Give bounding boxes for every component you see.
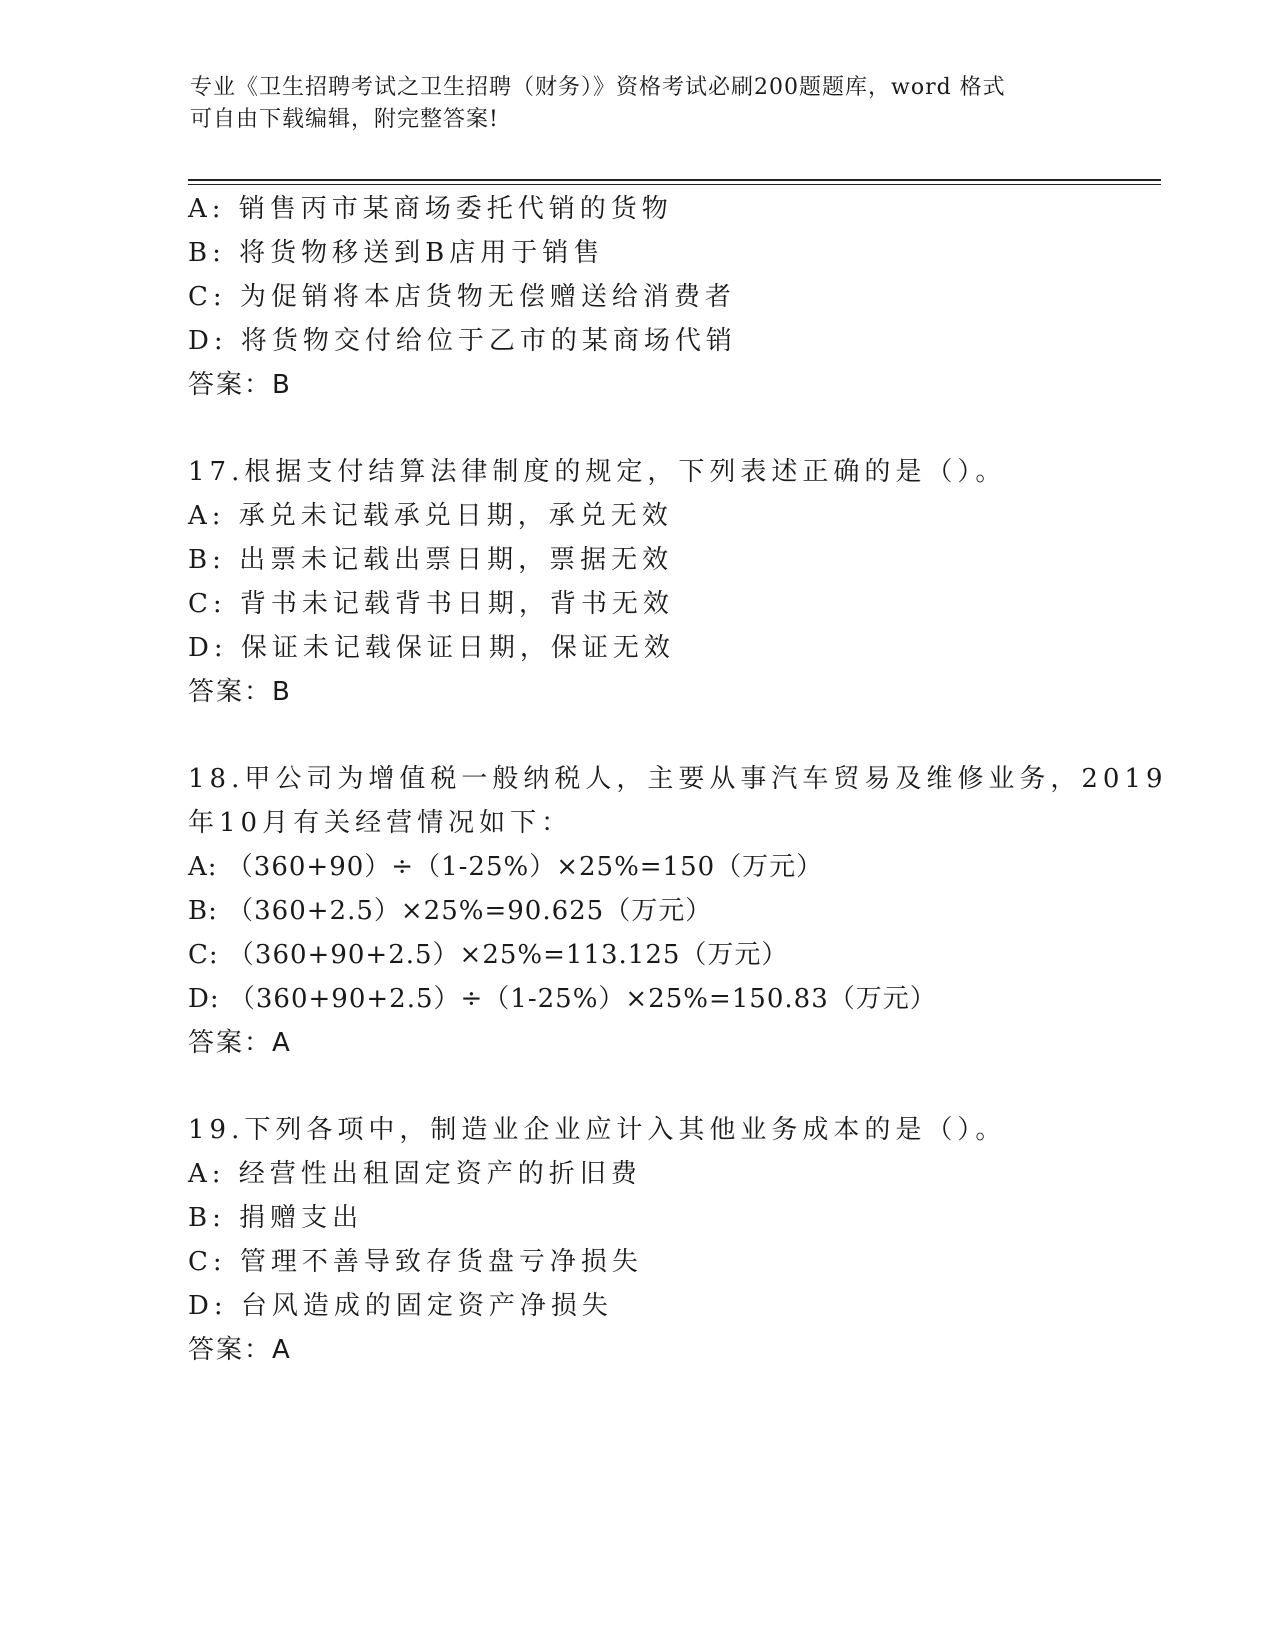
- q18-option-d: D: （360+90+2.5）÷（1-25%）×25%=150.83（万元）: [188, 984, 937, 1014]
- header-line-1: 专业《卫生招聘考试之卫生招聘（财务）》资格考试必刷200题题库，word 格式: [190, 75, 1006, 100]
- q18-option-a: A: （360+90）÷（1-25%）×25%=150（万元）: [188, 852, 824, 882]
- q16-option-d: D: 将货物交付给位于乙市的某商场代销: [188, 326, 737, 356]
- q17-question: 17.根据支付结算法律制度的规定，下列表述正确的是（）。: [188, 457, 1007, 487]
- q18-question-line-2: 年10月有关经营情况如下：: [188, 808, 573, 838]
- q18-option-c: C: （360+90+2.5）×25%=113.125（万元）: [188, 940, 789, 970]
- q19-option-b: B: 捐赠支出: [188, 1203, 364, 1233]
- q16-answer: 答案：B: [188, 370, 292, 400]
- header-rule-thin: [188, 184, 1161, 185]
- q17-option-d: D: 保证未记载保证日期，保证无效: [188, 633, 675, 663]
- header-rule-thick: [188, 179, 1161, 181]
- q16-option-a: A: 销售丙市某商场委托代销的货物: [188, 194, 673, 224]
- q19-option-d: D: 台风造成的固定资产净损失: [188, 1291, 613, 1321]
- q17-option-b: B: 出票未记载出票日期，票据无效: [188, 545, 674, 575]
- q17-answer: 答案：B: [188, 677, 292, 707]
- q19-option-c: C: 管理不善导致存货盘亏净损失: [188, 1247, 643, 1277]
- q18-question-line-1: 18.甲公司为增值税一般纳税人，主要从事汽车贸易及维修业务，2019: [188, 764, 1168, 794]
- q16-option-b: B: 将货物移送到B店用于销售: [188, 238, 605, 268]
- header-line-2: 可自由下载编辑，附完整答案!: [190, 107, 499, 132]
- q16-option-c: C: 为促销将本店货物无偿赠送给消费者: [188, 282, 736, 312]
- q19-question: 19.下列各项中，制造业企业应计入其他业务成本的是（）。: [188, 1115, 1007, 1145]
- q19-option-a: A: 经营性出租固定资产的折旧费: [188, 1159, 642, 1189]
- q18-answer: 答案：A: [188, 1028, 292, 1058]
- q17-option-c: C: 背书未记载背书日期，背书无效: [188, 589, 674, 619]
- q19-answer: 答案：A: [188, 1335, 292, 1365]
- page-header: [190, 72, 1090, 136]
- q17-option-a: A: 承兑未记载承兑日期，承兑无效: [188, 501, 673, 531]
- q18-option-b: B: （360+2.5）×25%=90.625（万元）: [188, 896, 713, 926]
